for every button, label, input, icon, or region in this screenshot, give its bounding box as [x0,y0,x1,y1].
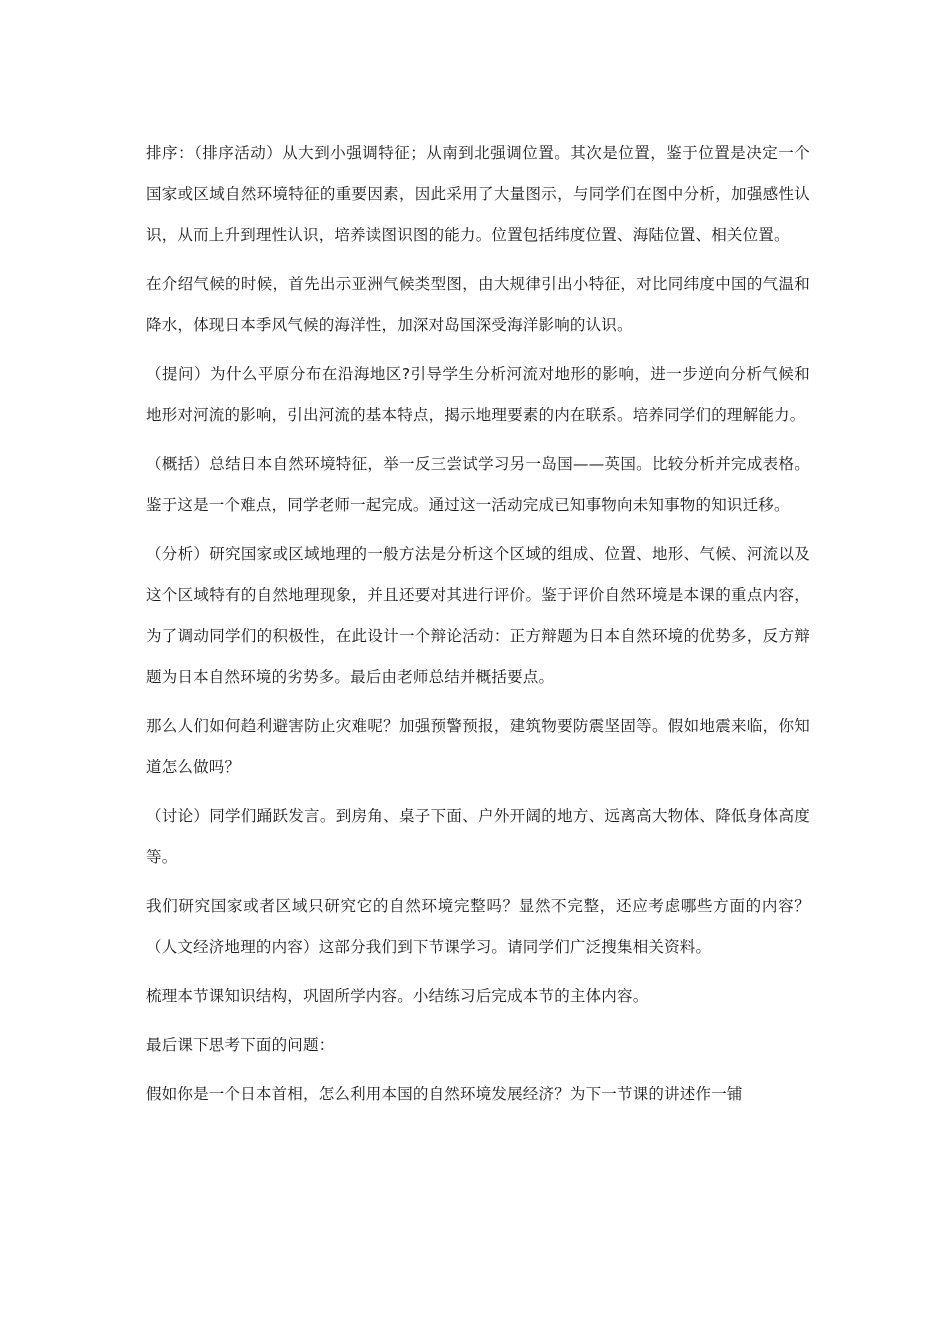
paragraph-homework-intro: 最后课下思考下面的问题： [146,1036,335,1054]
paragraph-climate: 在介绍气候的时候，首先出示亚洲气候类型图，由大规律引出小特征，对比同纬度中国的气温和降水，体现日本季风气候的海洋性，加深对岛国深受海洋影响的认识。 [146,275,810,334]
paragraph-discussion: （讨论）同学们踊跃发言。到房角、桌子下面、户外开阔的地方、远离高大物体、降低身体高度等。 [146,807,810,866]
document-body [146,133,810,1123]
paragraph-ordering: 排序：（排序活动）从大到小强调特征；从南到北强调位置。其次是位置，鉴于位置是决定一个国家或区域自然环境特征的重要因素，因此采用了大量图示，与同学们在图中分析，加强感性认识，从而上升到理性认识，培养读图识图的能力。位置包括纬度位置、海陆位置、相关位置。 [146,144,810,244]
paragraph-analysis: （分析）研究国家或区域地理的一般方法是分析这个区域的组成、位置、地形、气候、河流以及这个区域特有的自然地理现象，并且还要对其进行评价。鉴于评价自然环境是本课的重点内容，为了调动同学们的积极性，在此设计一个辩论活动：正方辩题为日本自然环境的优势多，反方辩题为日本自然环境的劣势多。最后由老师总结并概括要点。 [146,545,810,686]
paragraph-homework-question: 假如你是一个日本首相，怎么利用本国的自然环境发展经济？为下一节课的讲述作一铺 [146,1085,743,1103]
paragraph-summary: （概括）总结日本自然环境特征，举一反三尝试学习另一岛国——英国。比较分析并完成表格。鉴于这是一个难点，同学老师一起完成。通过这一活动完成已知事物向未知事物的知识迁移。 [146,455,810,514]
paragraph-earthquake: 那么人们如何趋利避害防止灾难呢？加强预警预报，建筑物要防震坚固等。假如地震来临，你知道怎么做吗？ [146,717,810,776]
paragraph-completeness: 我们研究国家或者区域只研究它的自然环境完整吗？显然不完整，还应考虑哪些方面的内容？（人文经济地理的内容）这部分我们到下节课学习。请同学们广泛搜集相关资料。 [146,897,810,956]
paragraph-review: 梳理本节课知识结构，巩固所学内容。小结练习后完成本节的主体内容。 [146,987,649,1005]
paragraph-question: （提问）为什么平原分布在沿海地区?引导学生分析河流对地形的影响，进一步逆向分析气候和地形对河流的影响，引出河流的基本特点，揭示地理要素的内在联系。培养同学们的理解能力。 [146,365,810,424]
